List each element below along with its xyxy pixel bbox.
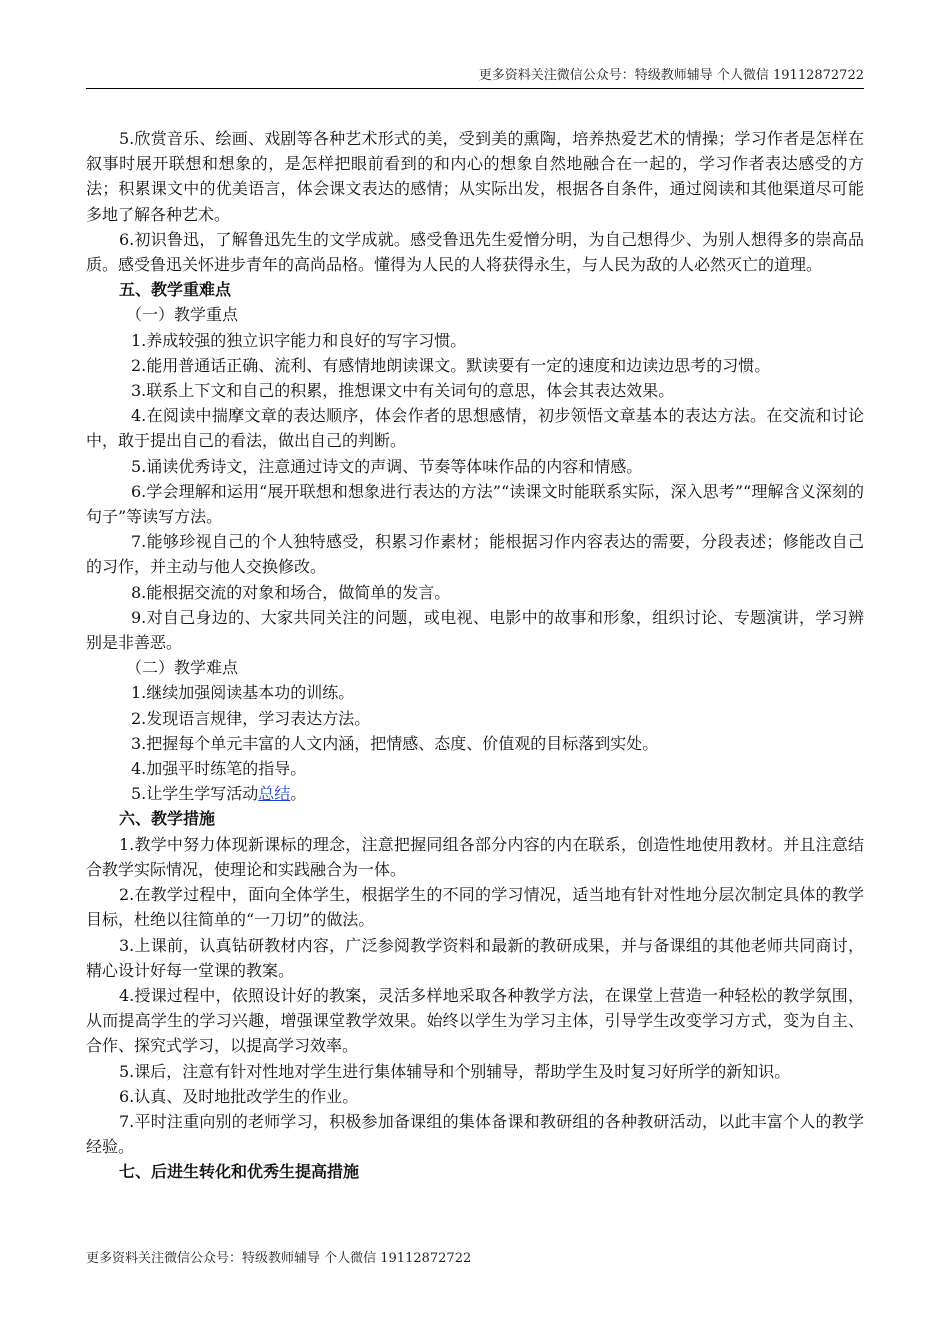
- header-divider: [86, 88, 864, 89]
- key-point-item: 8.能根据交流的对象和场合，做简单的发言。: [131, 582, 451, 602]
- key-point-item: 4.在阅读中揣摩文章的表达顺序，体会作者的思想感情，初步领悟文章基本的表达方法。在交流和讨论中，敢于提出自己的看法，做出自己的判断。: [86, 406, 864, 451]
- measure-item: 2.在教学过程中，面向全体学生，根据学生的不同的学习情况，适当地有针对性地分层次制定具体的教学目标，杜绝以往简单的“一刀切”的做法。: [86, 885, 864, 930]
- objective-6: 6.初识鲁迅，了解鲁迅先生的文学成就。感受鲁迅先生爱憎分明，为自己想得少、为别人想得多的崇高品质。感受鲁迅关怀进步青年的高尚品格。懂得为人民的人将获得永生，与人民为敌的人必然灭亡的道理。: [86, 229, 864, 275]
- key-point-item: 2.能用普通话正确、流利、有感情地朗读课文。默读要有一定的速度和边读边思考的习惯。: [131, 355, 771, 375]
- key-point-item: 5.诵读优秀诗文，注意通过诗文的声调、节奏等体味作品的内容和情感。: [131, 456, 643, 476]
- section-5-heading: 五、教学重难点: [119, 280, 232, 300]
- difficulty-item: 1.继续加强阅读基本功的训练。: [131, 683, 355, 703]
- measure-item: 6.认真、及时地批改学生的作业。: [119, 1086, 359, 1106]
- summary-link[interactable]: 总结: [258, 784, 291, 804]
- measure-item: 1.教学中努力体现新课标的理念，注意把握同组各部分内容的内在联系，创造性地使用教材。并且注意结合教学实际情况，使理论和实践融合为一体。: [86, 834, 864, 879]
- difficulty-5-end: 。: [290, 784, 307, 804]
- difficulty-item: [86, 781, 864, 806]
- key-point-item: 3.联系上下文和自己的积累，推想课文中有关词句的意思，体会其表达效果。: [131, 381, 675, 401]
- key-point-item: 9.对自己身边的、大家共同关注的问题，或电视、电影中的故事和形象，组织讨论、专题演讲，学习辨别是非善恶。: [86, 607, 864, 653]
- page-footer: 更多资料关注微信公众号：特级教师辅导 个人微信 19112872722: [86, 1251, 472, 1266]
- key-point-item: 7.能够珍视自己的个人独特感受，积累习作素材；能根据习作内容表达的需要，分段表述；修能改自己的习作，并主动与他人交换修改。: [86, 532, 864, 577]
- document-body: [86, 126, 864, 1185]
- difficulty-5-text: 5.让学生学写活动: [131, 784, 259, 804]
- subsection-key-points-heading: （一）教学重点: [126, 305, 239, 325]
- difficulty-item: 2.发现语言规律，学习表达方法。: [131, 708, 371, 728]
- objective-5: 5.欣赏音乐、绘画、戏剧等各种艺术形式的美，受到美的熏陶，培养热爱艺术的情操；学习作者是怎样在叙事时展开联想和想象的，是怎样把眼前看到的和内心的想象自然地融合在一起的，学习作者表达感受的方法；积累课文中的优美语言，体会课文表达的感情；从实际出发，根据各自条件，通过阅读和其他渠道尽可能多地了解各种艺术。: [86, 129, 864, 224]
- subsection-difficulties-heading: （二）教学难点: [126, 658, 239, 678]
- page-header: 更多资料关注微信公众号：特级教师辅导 个人微信 19112872722: [478, 68, 864, 83]
- key-point-item: 1.养成较强的独立识字能力和良好的写字习惯。: [131, 330, 467, 350]
- measure-item: 7.平时注重向别的老师学习，积极参加备课组的集体备课和教研组的各种教研活动，以此丰富个人的教学经验。: [86, 1111, 864, 1157]
- section-6-heading: 六、教学措施: [119, 809, 216, 829]
- difficulty-item: 3.把握每个单元丰富的人文内涵，把情感、态度、价值观的目标落到实处。: [131, 733, 659, 753]
- measure-item: 5.课后，注意有针对性地对学生进行集体辅导和个别辅导，帮助学生及时复习好所学的新知识。: [119, 1061, 791, 1081]
- measure-item: 4.授课过程中，依照设计好的教案，灵活多样地采取各种教学方法，在课堂上营造一种轻松的教学氛围，从而提高学生的学习兴趣，增强课堂教学效果。始终以学生为学习主体，引导学生改变学习方式，变为自主、合作、探究式学习，以提高学习效率。: [86, 985, 864, 1056]
- difficulty-item: 4.加强平时练笔的指导。: [131, 759, 307, 779]
- key-point-item: 6.学会理解和运用“展开联想和想象进行表达的方法”“读课文时能联系实际，深入思考”“理解含义深刻的句子”等读写方法。: [86, 481, 864, 527]
- measure-item: 3.上课前，认真钻研教材内容，广泛参阅教学资料和最新的教研成果，并与备课组的其他老师共同商讨，精心设计好每一堂课的教案。: [86, 935, 864, 980]
- section-7-heading: 七、后进生转化和优秀生提高措施: [119, 1162, 360, 1182]
